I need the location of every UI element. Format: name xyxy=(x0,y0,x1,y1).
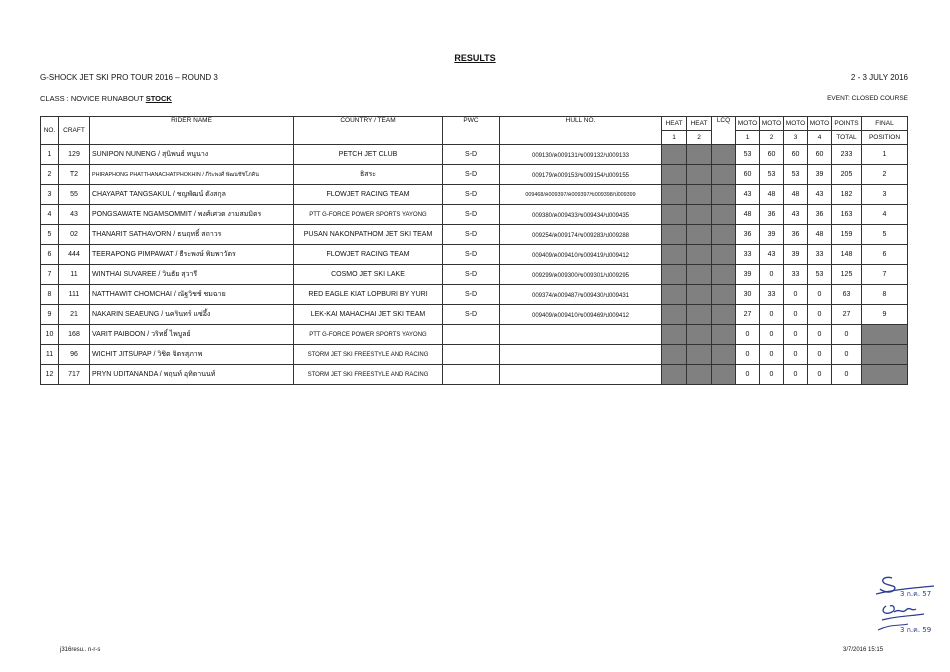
col-lcq: LCQ xyxy=(712,117,736,145)
row-rider: NAKARIN SEAEUNG / นครินทร์ แซ่อึ้ง xyxy=(90,305,294,325)
row-moto-4: 0 xyxy=(808,305,832,325)
row-team: ธิสระ xyxy=(294,165,443,185)
row-moto-3: 39 xyxy=(784,245,808,265)
row-total: 0 xyxy=(832,365,862,385)
row-heat-2 xyxy=(687,345,712,365)
row-moto-4: 0 xyxy=(808,285,832,305)
row-heat-2 xyxy=(687,225,712,245)
row-pwc: S-D xyxy=(443,225,500,245)
row-moto-3: 0 xyxy=(784,365,808,385)
row-craft: 168 xyxy=(59,325,90,345)
row-moto-2: 48 xyxy=(760,185,784,205)
table-row xyxy=(41,225,908,245)
row-moto-3: 36 xyxy=(784,225,808,245)
row-moto-1: 60 xyxy=(736,165,760,185)
row-position xyxy=(862,325,908,345)
table-row xyxy=(41,305,908,325)
row-moto-2: 39 xyxy=(760,225,784,245)
row-craft: 21 xyxy=(59,305,90,325)
row-moto-2: 0 xyxy=(760,325,784,345)
row-pwc: S-D xyxy=(443,165,500,185)
row-hull: 009409/ค009410/ข009419/ป009412 xyxy=(500,245,662,265)
row-position: 3 xyxy=(862,185,908,205)
row-moto-4: 0 xyxy=(808,365,832,385)
col-moto-3: 3 xyxy=(784,131,808,145)
table-row xyxy=(41,245,908,265)
row-moto-4: 36 xyxy=(808,205,832,225)
row-rider: SUNIPON NUNENG / สุนิพนธ์ หนูนาง xyxy=(90,145,294,165)
row-moto-2: 0 xyxy=(760,365,784,385)
col-moto-1: 1 xyxy=(736,131,760,145)
row-no: 10 xyxy=(41,325,59,345)
row-rider: PRYN UDITANANDA / พฤนท์ อุทิตานนท์ xyxy=(90,365,294,385)
row-moto-4: 39 xyxy=(808,165,832,185)
row-hull: 009374/ค009487/ข009430/ป009431 xyxy=(500,285,662,305)
row-moto-1: 53 xyxy=(736,145,760,165)
table-row xyxy=(41,325,908,345)
row-moto-3: 0 xyxy=(784,345,808,365)
row-no: 1 xyxy=(41,145,59,165)
row-lcq xyxy=(712,165,736,185)
footer-file: j316resu.. n-r-s xyxy=(60,647,101,653)
row-moto-4: 33 xyxy=(808,245,832,265)
row-heat-2 xyxy=(687,285,712,305)
row-heat-2 xyxy=(687,205,712,225)
row-pwc: S-D xyxy=(443,205,500,225)
event-status: EVENT: CLOSED COURSE xyxy=(827,95,908,102)
class-stock: STOCK xyxy=(145,94,172,103)
row-hull: 009468/ค009397/ค009397/ข009398/ป009399 xyxy=(500,185,662,205)
row-moto-1: 33 xyxy=(736,245,760,265)
row-lcq xyxy=(712,365,736,385)
col-no: NO. xyxy=(41,117,59,145)
row-team: RED EAGLE KIAT LOPBURI BY YURI xyxy=(294,285,443,305)
row-moto-3: 0 xyxy=(784,325,808,345)
row-hull xyxy=(500,325,662,345)
row-moto-3: 53 xyxy=(784,165,808,185)
col-heat-1-top: HEAT xyxy=(662,117,687,131)
row-team: PTT G-FORCE POWER SPORTS YAYONG xyxy=(294,325,443,345)
row-rider: PONGSAWATE NGAMSOMMIT / พงศ์เศวต งามสมมิตร xyxy=(90,205,294,225)
row-team: LEK-KAI MAHACHAI JET SKI TEAM xyxy=(294,305,443,325)
row-lcq xyxy=(712,205,736,225)
row-moto-2: 43 xyxy=(760,245,784,265)
row-rider: PHIRAPHONG PHATTHANACHATPHOKHIN / ภีระพงศ์ พัฒนชัชโภคิน xyxy=(90,165,294,185)
col-moto-3-top: MOTO xyxy=(784,117,808,131)
row-moto-3: 48 xyxy=(784,185,808,205)
row-moto-1: 0 xyxy=(736,325,760,345)
col-moto-1-top: MOTO xyxy=(736,117,760,131)
col-moto-4-top: MOTO xyxy=(808,117,832,131)
row-moto-4: 48 xyxy=(808,225,832,245)
row-hull: 009179/ค009153/ข009154/ป009155 xyxy=(500,165,662,185)
row-heat-1 xyxy=(662,145,687,165)
row-moto-1: 36 xyxy=(736,225,760,245)
col-country: COUNTRY / TEAM xyxy=(294,117,443,145)
row-moto-4: 53 xyxy=(808,265,832,285)
table-row xyxy=(41,345,908,365)
row-moto-3: 60 xyxy=(784,145,808,165)
row-rider: TEERAPONG PIMPAWAT / ธีระพงษ์ พิมพาวัตร xyxy=(90,245,294,265)
row-heat-1 xyxy=(662,285,687,305)
row-total: 233 xyxy=(832,145,862,165)
row-no: 12 xyxy=(41,365,59,385)
col-heat-2: 2 xyxy=(687,131,712,145)
row-total: 27 xyxy=(832,305,862,325)
row-no: 5 xyxy=(41,225,59,245)
row-heat-2 xyxy=(687,365,712,385)
header-row-1 xyxy=(41,117,908,131)
row-moto-4: 43 xyxy=(808,185,832,205)
row-team: PTT G-FORCE POWER SPORTS YAYONG xyxy=(294,205,443,225)
row-craft: 111 xyxy=(59,285,90,305)
row-lcq xyxy=(712,325,736,345)
row-pwc: S-D xyxy=(443,145,500,165)
row-heat-1 xyxy=(662,165,687,185)
row-team: FLOWJET RACING TEAM xyxy=(294,185,443,205)
class-prefix: CLASS : NOVICE RUNABOUT xyxy=(40,94,146,103)
results-table xyxy=(40,116,908,385)
row-rider: VARIT PAIBOON / วริทธิ์ ไพบูลย์ xyxy=(90,325,294,345)
row-rider: WICHIT JITSUPAP / วิชิต จิตรสุภาพ xyxy=(90,345,294,365)
row-position: 7 xyxy=(862,265,908,285)
col-pwc: PWC xyxy=(443,117,500,145)
row-team: STORM JET SKI FREESTYLE AND RACING xyxy=(294,365,443,385)
table-row xyxy=(41,365,908,385)
row-hull xyxy=(500,365,662,385)
footer-printed: 3/7/2016 15:15 xyxy=(843,647,884,653)
row-total: 125 xyxy=(832,265,862,285)
row-pwc: S-D xyxy=(443,245,500,265)
row-moto-1: 30 xyxy=(736,285,760,305)
row-heat-1 xyxy=(662,345,687,365)
table-row xyxy=(41,185,908,205)
row-moto-2: 0 xyxy=(760,265,784,285)
row-craft: 11 xyxy=(59,265,90,285)
row-moto-3: 0 xyxy=(784,285,808,305)
signature-date-1: 3 ก.ค. 57 xyxy=(900,590,932,598)
row-no: 8 xyxy=(41,285,59,305)
row-craft: 43 xyxy=(59,205,90,225)
row-heat-1 xyxy=(662,305,687,325)
row-team: FLOWJET RACING TEAM xyxy=(294,245,443,265)
row-moto-1: 0 xyxy=(736,345,760,365)
row-lcq xyxy=(712,225,736,245)
row-pwc: S-D xyxy=(443,185,500,205)
row-moto-2: 60 xyxy=(760,145,784,165)
table-row xyxy=(41,285,908,305)
row-team: STORM JET SKI FREESTYLE AND RACING xyxy=(294,345,443,365)
row-moto-2: 33 xyxy=(760,285,784,305)
row-moto-4: 60 xyxy=(808,145,832,165)
event-dates: 2 - 3 JULY 2016 xyxy=(850,73,908,82)
row-heat-2 xyxy=(687,325,712,345)
row-pwc: S-D xyxy=(443,305,500,325)
row-total: 0 xyxy=(832,325,862,345)
row-rider: CHAYAPAT TANGSAKUL / ชญพัฒน์ ตังสกุล xyxy=(90,185,294,205)
table-row xyxy=(41,145,908,165)
row-heat-1 xyxy=(662,265,687,285)
row-total: 0 xyxy=(832,345,862,365)
col-total: TOTAL xyxy=(832,131,862,145)
row-position: 4 xyxy=(862,205,908,225)
row-craft: 96 xyxy=(59,345,90,365)
row-hull: 009409/ค009410/ข009469/ป009412 xyxy=(500,305,662,325)
row-heat-2 xyxy=(687,165,712,185)
row-pwc xyxy=(443,325,500,345)
row-position: 5 xyxy=(862,225,908,245)
row-heat-1 xyxy=(662,225,687,245)
row-position: 8 xyxy=(862,285,908,305)
class-label xyxy=(40,94,172,103)
row-total: 148 xyxy=(832,245,862,265)
row-heat-2 xyxy=(687,145,712,165)
row-heat-2 xyxy=(687,305,712,325)
row-moto-4: 0 xyxy=(808,345,832,365)
row-team: PUSAN NAKONPATHOM JET SKI TEAM xyxy=(294,225,443,245)
row-lcq xyxy=(712,245,736,265)
table-row xyxy=(41,165,908,185)
row-moto-2: 0 xyxy=(760,345,784,365)
row-moto-1: 0 xyxy=(736,365,760,385)
col-craft: CRAFT xyxy=(59,117,90,145)
signature xyxy=(872,570,942,640)
row-position: 2 xyxy=(862,165,908,185)
row-craft: 129 xyxy=(59,145,90,165)
row-craft: T2 xyxy=(59,165,90,185)
page-title: RESULTS xyxy=(454,53,496,63)
col-moto-2: 2 xyxy=(760,131,784,145)
table-row xyxy=(41,205,908,225)
row-rider: THANARIT SATHAVORN / ธนฤทธิ์ สถาวร xyxy=(90,225,294,245)
row-heat-1 xyxy=(662,245,687,265)
signature-date-2: 3 ก.ค. 59 xyxy=(900,626,932,634)
row-total: 163 xyxy=(832,205,862,225)
col-heat-1: 1 xyxy=(662,131,687,145)
event-name: G-SHOCK JET SKI PRO TOUR 2016 – ROUND 3 xyxy=(40,73,218,82)
row-lcq xyxy=(712,185,736,205)
row-position: 9 xyxy=(862,305,908,325)
row-hull: 009254/ค009174/ข009283/ป009288 xyxy=(500,225,662,245)
row-no: 2 xyxy=(41,165,59,185)
row-no: 6 xyxy=(41,245,59,265)
row-total: 205 xyxy=(832,165,862,185)
row-moto-2: 53 xyxy=(760,165,784,185)
row-lcq xyxy=(712,285,736,305)
row-position xyxy=(862,365,908,385)
row-team: PETCH JET CLUB xyxy=(294,145,443,165)
row-moto-3: 0 xyxy=(784,305,808,325)
row-craft: 55 xyxy=(59,185,90,205)
row-hull: 009380/ค009433/ข009434/ป009435 xyxy=(500,205,662,225)
row-moto-4: 0 xyxy=(808,325,832,345)
row-moto-1: 43 xyxy=(736,185,760,205)
row-hull: 009299/ค009300/ข009301/ป009295 xyxy=(500,265,662,285)
results-body xyxy=(41,145,908,385)
row-hull xyxy=(500,345,662,365)
col-rider: RIDER NAME xyxy=(90,117,294,145)
row-moto-1: 39 xyxy=(736,265,760,285)
row-lcq xyxy=(712,345,736,365)
col-moto-4: 4 xyxy=(808,131,832,145)
row-moto-2: 36 xyxy=(760,205,784,225)
table-row xyxy=(41,265,908,285)
row-heat-2 xyxy=(687,265,712,285)
col-moto-2-top: MOTO xyxy=(760,117,784,131)
row-heat-1 xyxy=(662,205,687,225)
row-position: 1 xyxy=(862,145,908,165)
row-craft: 02 xyxy=(59,225,90,245)
row-heat-2 xyxy=(687,245,712,265)
row-total: 63 xyxy=(832,285,862,305)
col-hull: HULL NO. xyxy=(500,117,662,145)
row-heat-1 xyxy=(662,185,687,205)
row-moto-1: 27 xyxy=(736,305,760,325)
row-total: 182 xyxy=(832,185,862,205)
row-moto-3: 33 xyxy=(784,265,808,285)
row-no: 4 xyxy=(41,205,59,225)
row-rider: WINTHAI SUVAREE / วินธัย สุวารี xyxy=(90,265,294,285)
col-final: FINAL xyxy=(862,117,908,131)
row-lcq xyxy=(712,265,736,285)
row-no: 11 xyxy=(41,345,59,365)
row-no: 7 xyxy=(41,265,59,285)
row-no: 9 xyxy=(41,305,59,325)
col-position: POSITION xyxy=(862,131,908,145)
row-rider: NATTHAWIT CHOMCHAI / ณัฐวิชช์ ชมฉาย xyxy=(90,285,294,305)
row-craft: 444 xyxy=(59,245,90,265)
row-total: 159 xyxy=(832,225,862,245)
row-no: 3 xyxy=(41,185,59,205)
row-moto-2: 0 xyxy=(760,305,784,325)
col-points: POINTS xyxy=(832,117,862,131)
row-heat-1 xyxy=(662,365,687,385)
col-heat-2-top: HEAT xyxy=(687,117,712,131)
row-position: 6 xyxy=(862,245,908,265)
row-moto-1: 48 xyxy=(736,205,760,225)
row-craft: 717 xyxy=(59,365,90,385)
row-pwc xyxy=(443,345,500,365)
row-heat-1 xyxy=(662,325,687,345)
row-lcq xyxy=(712,145,736,165)
row-position xyxy=(862,345,908,365)
row-team: COSMO JET SKI LAKE xyxy=(294,265,443,285)
row-hull: 009130/ค009131/ข009132/ป009133 xyxy=(500,145,662,165)
row-moto-3: 43 xyxy=(784,205,808,225)
row-heat-2 xyxy=(687,185,712,205)
row-lcq xyxy=(712,305,736,325)
row-pwc: S-D xyxy=(443,285,500,305)
row-pwc: S-D xyxy=(443,265,500,285)
row-pwc xyxy=(443,365,500,385)
